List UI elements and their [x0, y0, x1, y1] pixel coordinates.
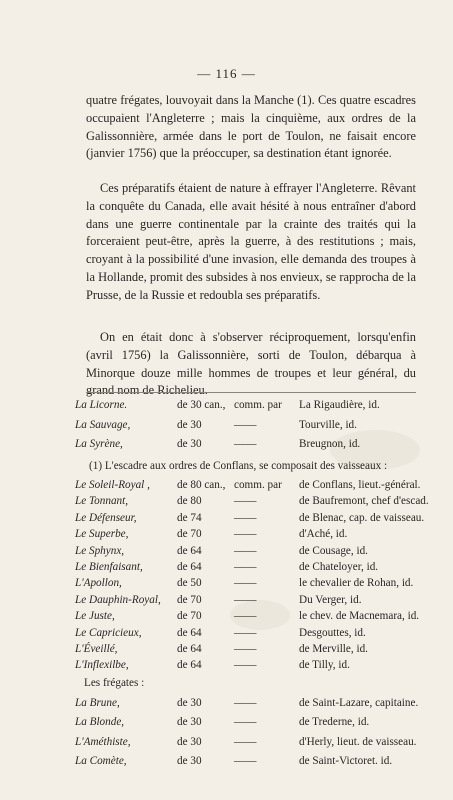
ship-row [0, 399, 453, 415]
ship-name: La Blonde, [75, 716, 125, 729]
ship-row [0, 736, 453, 752]
ship-guns: de 30 [177, 418, 202, 431]
ship-captain: La Rigaudière, id. [299, 399, 380, 411]
page-number: — 116 — [197, 66, 256, 81]
ship-command: —— [234, 577, 257, 590]
ship-row [0, 594, 453, 610]
ship-name: L'Apollon, [75, 577, 122, 590]
ship-captain: le chev. de Macnemara, id. [299, 610, 420, 623]
ship-name: Le Dauphin-Royal, [75, 593, 161, 606]
ship-command: —— [234, 438, 257, 450]
ship-name: Le Soleil-Royal , [75, 479, 150, 491]
ship-captain: Tourville, id. [299, 418, 357, 431]
ship-command: comm. par [234, 399, 282, 411]
ship-captain: Du Verger, id. [299, 593, 362, 606]
ship-guns: de 74 [177, 511, 202, 524]
ship-guns: de 30 [177, 697, 202, 709]
ship-captain: de Cousage, id. [299, 544, 368, 557]
ship-row [0, 512, 453, 528]
ship-guns: de 30 [177, 735, 202, 748]
ship-row [0, 659, 453, 675]
ship-row [0, 643, 453, 659]
ship-command: —— [234, 735, 257, 748]
ship-name: La Brune, [75, 697, 120, 709]
ship-captain: de Tilly, id. [299, 659, 350, 672]
ship-name: L'Améthiste, [75, 735, 131, 748]
ship-command: —— [234, 544, 257, 557]
ship-row [0, 716, 453, 732]
ship-command: —— [234, 716, 257, 729]
ship-name: Le Juste, [75, 610, 115, 623]
ship-name: Le Sphynx, [75, 544, 125, 557]
ship-guns: de 30 [177, 754, 202, 767]
paragraph: Ces préparatifs étaient de nature à effrayer l'Angleterre. Rêvant la conquête du Canada, elle avait hésité à nous entraîner d'abord dans une guerre continentale par la crainte des traités qui la forceraient peut-être, après la guerre, à des restitutions ; mais, croyant à la possibilité d'une invasion, elle demanda des troupes à la Hollande, promit des subsides à nos envieux, se rapprocha de la Prusse, de la Russie et redoubla ses préparatifs. [86, 181, 416, 302]
ship-guns: de 64 [177, 544, 202, 557]
ship-guns: de 64 [177, 659, 202, 672]
ship-captain: de Saint-Victoret. id. [299, 754, 393, 767]
ship-command: —— [234, 511, 257, 524]
ship-command: comm. par [234, 479, 282, 491]
ship-name: Le Tonnant, [75, 495, 129, 508]
paragraph: On en était donc à s'observer réciproquement, lorsqu'enfin (avril 1756) la Galissonnière, sorti de Toulon, débarqua à Minorque douze mille hommes de troupes et leur général, du grand nom de Richelieu. [86, 330, 416, 398]
ship-name: La Syrène, [75, 438, 123, 450]
ship-guns: de 70 [177, 593, 202, 606]
ship-row [0, 419, 453, 435]
ship-command: —— [234, 626, 257, 639]
ship-guns: de 64 [177, 626, 202, 639]
ship-guns: de 80 [177, 495, 202, 508]
ship-captain: d'Aché, id. [299, 528, 348, 541]
ship-captain: d'Herly, lieut. de vaisseau. [299, 735, 417, 748]
ship-row [0, 697, 453, 713]
ship-command: —— [234, 528, 257, 541]
ship-command: —— [234, 754, 257, 767]
ship-guns: de 64 [177, 643, 202, 655]
frigates-heading: Les frégates : [84, 677, 145, 689]
ship-command: —— [234, 659, 257, 672]
ship-name: La Sauvage, [75, 418, 131, 431]
ship-captain: Desgouttes, id. [299, 626, 366, 639]
ship-name: Le Défenseur, [75, 511, 137, 524]
ship-command: —— [234, 697, 257, 709]
ship-guns: de 30 [177, 716, 202, 729]
ship-captain: de Conflans, lieut.-général. [299, 479, 421, 491]
footnote-rule [86, 392, 416, 393]
footnote-intro: (1) L'escadre aux ordres de Conflans, se composait des vaisseaux : [89, 460, 388, 472]
ship-row [0, 495, 453, 511]
ship-name: Le Bienfaisant, [75, 561, 143, 573]
ship-name: La Licorne. [75, 399, 128, 411]
ship-row [0, 479, 453, 495]
ship-captain: le chevalier de Rohan, id. [299, 577, 414, 590]
ship-guns: de 30 can., [177, 399, 226, 411]
ship-name: L'Inflexilbe, [75, 659, 129, 672]
ship-row [0, 627, 453, 643]
ship-captain: de Baufremont, chef d'escad. [299, 495, 429, 508]
ship-command: —— [234, 495, 257, 508]
ship-name: Le Superbe, [75, 528, 129, 541]
ship-guns: de 70 [177, 610, 202, 623]
ship-guns: de 64 [177, 561, 202, 573]
ship-name: La Comète, [75, 754, 127, 767]
ship-captain: de Trederne, id. [299, 716, 370, 729]
ship-row [0, 561, 453, 577]
ship-guns: de 80 can., [177, 479, 226, 491]
ship-command: —— [234, 418, 257, 431]
ship-captain: de Saint-Lazare, capitaine. [299, 697, 419, 709]
ship-name: Le Capricieux, [75, 626, 142, 639]
ship-guns: de 50 [177, 577, 202, 590]
ship-command: —— [234, 610, 257, 623]
ship-command: —— [234, 643, 257, 655]
ship-row [0, 755, 453, 771]
ship-row [0, 577, 453, 593]
ship-row [0, 545, 453, 561]
ship-captain: de Merville, id. [299, 643, 368, 655]
ship-row [0, 438, 453, 454]
ship-command: —— [234, 593, 257, 606]
ship-captain: de Blenac, cap. de vaisseau. [299, 511, 425, 524]
ship-captain: de Chateloyer, id. [299, 561, 379, 573]
ship-row [0, 528, 453, 544]
ship-row [0, 610, 453, 626]
ship-captain: Breugnon, id. [299, 438, 361, 450]
paragraph: quatre frégates, louvoyait dans la Manche (1). Ces quatre escadres occupaient l'Angleterre ; mais la cinquième, aux ordres de la Galissonnière, armée dans le port de Toulon, ne faisait encore (janvier 1756) que la préoccuper, sa destination étant ignorée. [86, 93, 416, 161]
ship-name: L'Éveillé, [75, 643, 118, 655]
ship-guns: de 30 [177, 438, 202, 450]
ship-command: —— [234, 561, 257, 573]
ship-guns: de 70 [177, 528, 202, 541]
